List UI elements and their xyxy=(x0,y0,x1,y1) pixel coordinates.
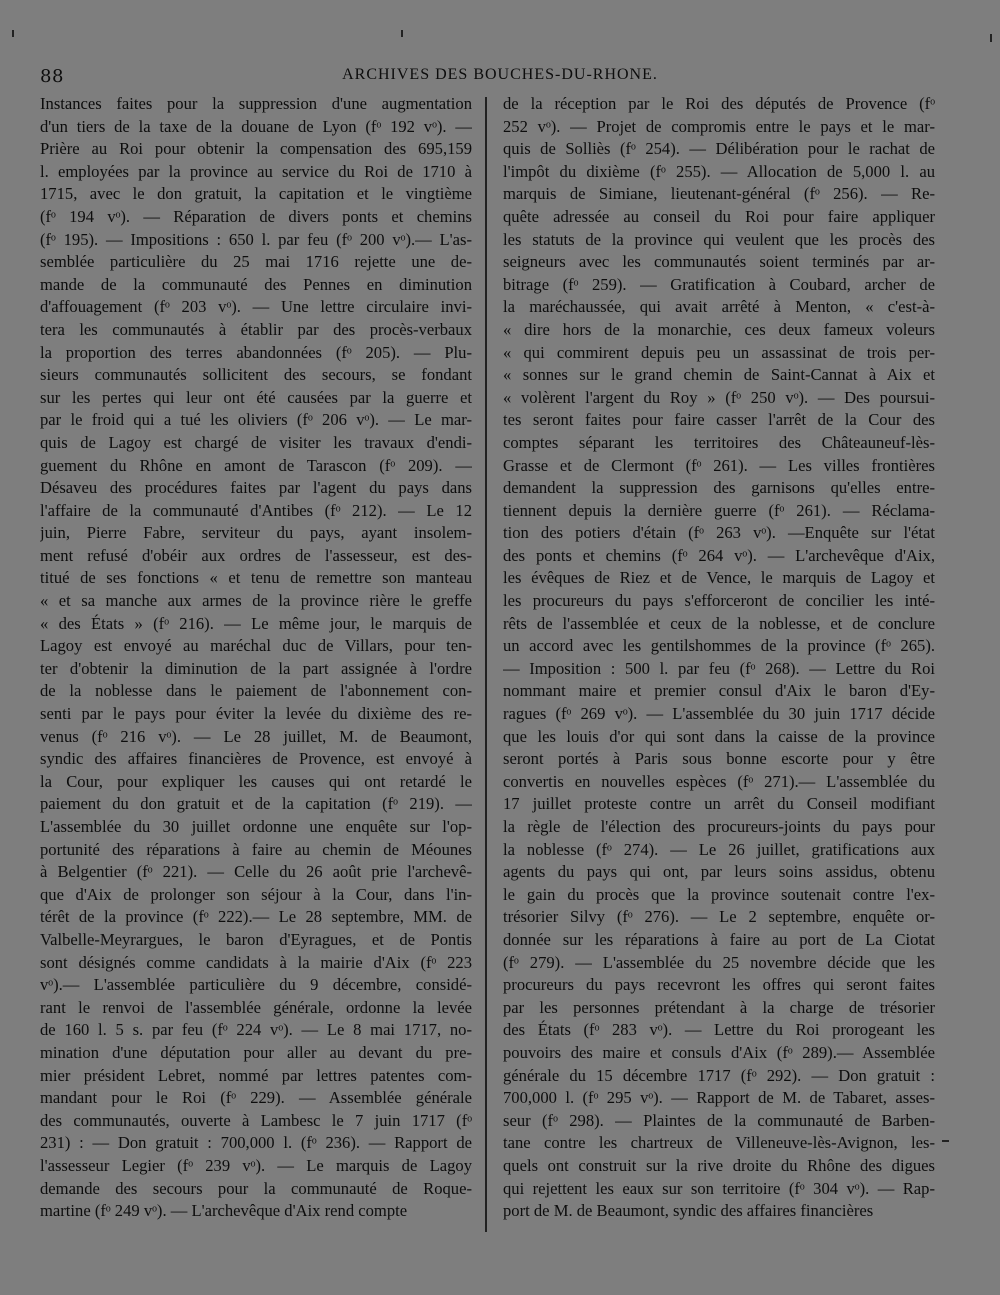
text-line: à Belgentier (fᵒ 221). — Celle du 26 août prie l'archevê- xyxy=(40,862,472,882)
right-text-column xyxy=(503,93,935,1223)
text-line: de la réception par le Roi des députés de Provence (fᵒ xyxy=(503,94,935,113)
text-line: par les personnes prétendant à la charge de trésorier xyxy=(503,997,935,1017)
text-line: la noblesse (fᵒ 274). — Le 26 juillet, gratifications aux xyxy=(503,839,935,859)
text-line: 252 vᵒ). — Projet de compromis entre le pays et le mar- xyxy=(503,116,935,136)
text-line: marquis de Simiane, lieutenant-général (fᵒ 256). — Re- xyxy=(503,184,935,204)
text-line: demande des secours pour la communauté de Roque- xyxy=(40,1178,472,1198)
text-line: mandant pour le Roi (fᵒ 229). — Assemblée générale xyxy=(40,1088,472,1108)
text-line: titué de ses fonctions « et tenu de remettre son manteau xyxy=(40,568,472,588)
margin-mark xyxy=(942,1140,949,1142)
text-line: agents du pays qui ont, par leurs soins assidus, obtenu xyxy=(503,862,935,882)
text-line: Prière au Roi pour obtenir la compensation des 695,159 xyxy=(40,139,472,159)
text-line: la proportion des terres abandonnées (fᵒ 205). — Plu- xyxy=(40,342,472,362)
text-line: bitrage (fᵒ 259). — Gratification à Coubard, archer de xyxy=(503,274,935,294)
text-line: tes seront faites pour faire casser l'arrêt de la Cour des xyxy=(503,410,935,430)
text-line: rant le renvoi de l'assemblée générale, ordonne la levée xyxy=(40,997,472,1017)
text-line: l'impôt du dixième (fᵒ 255). — Allocation de 5,000 l. au xyxy=(503,161,935,181)
text-line: la Cour, pour expliquer les causes qui ont retardé le xyxy=(40,771,472,791)
text-line: seigneurs avec les communautés soient terminés par ar- xyxy=(503,252,935,272)
text-line: des ponts et chemins (fᵒ 264 vᵒ). — L'archevêque d'Aix, xyxy=(503,545,935,565)
text-line: Désaveu des procédures faites par l'agent du pays dans xyxy=(40,478,472,498)
text-line: comptes séparant les territoires des Châteauneuf-lès- xyxy=(503,432,935,452)
text-line: quis de Lagoy est chargé de visiter les travaux d'endi- xyxy=(40,432,472,452)
text-line: quête adressée au conseil du Roi pour faire appliquer xyxy=(503,206,935,226)
text-line: l. employées par la province au service du Roi de 1710 à xyxy=(40,161,472,181)
text-line: mande de la communauté des Pennes en diminution xyxy=(40,274,472,294)
text-line: que les louis d'or qui sont dans la caisse de la province xyxy=(503,726,935,746)
text-line: de 160 l. 5 s. par feu (fᵒ 224 vᵒ). — Le 8 mai 1717, no- xyxy=(40,1020,472,1040)
text-line: ragues (fᵒ 269 vᵒ). — L'assemblée du 30 juin 1717 décide xyxy=(503,704,935,724)
text-line: — Imposition : 500 l. par feu (fᵒ 268). — Lettre du Roi xyxy=(503,658,935,678)
margin-mark xyxy=(12,30,14,37)
text-line: pouvoirs des maire et consuls d'Aix (fᵒ 289).— Assemblée xyxy=(503,1042,935,1062)
text-line: seur (fᵒ 298). — Plaintes de la communauté de Barben- xyxy=(503,1110,935,1130)
text-line: martine (fᵒ 249 vᵒ). — L'archevêque d'Aix rend compte xyxy=(40,1201,408,1221)
text-line: 17 juillet proteste contre un arrêt du Conseil modifiant xyxy=(503,794,935,814)
text-line: le gain du procès que la province soutenait contre l'ex- xyxy=(503,884,935,904)
text-line: guement du Rhône en amont de Tarascon (fᵒ 209). — xyxy=(40,455,472,475)
text-line: tiennent depuis la dernière guerre (fᵒ 261). — Réclama- xyxy=(503,500,935,520)
text-line: les procureurs du pays s'efforceront de concilier les inté- xyxy=(503,591,935,611)
text-line: 1715, avec le don gratuit, la capitation et le vingtième xyxy=(40,184,472,204)
text-line: que d'Aix de prolonger son séjour à la Cour, dans l'in- xyxy=(40,884,472,904)
text-line: sont désignés comme candidats à la mairie d'Aix (fᵒ 223 xyxy=(40,952,472,972)
text-line: donnée sur les réparations à faire au port de La Ciotat xyxy=(503,929,935,949)
text-line: semblée particulière du 25 mai 1716 rejette une de- xyxy=(40,252,472,272)
text-line: de la noblesse dans le paiement de l'abonnement con- xyxy=(40,681,472,701)
text-line: port de M. de Beaumont, syndic des affaires financières xyxy=(503,1201,874,1221)
text-line: d'affouagement (fᵒ 203 vᵒ). — Une lettre circulaire invi- xyxy=(40,297,472,317)
text-line: juin, Pierre Fabre, serviteur du pays, ayant insolem- xyxy=(40,523,472,543)
text-line: mier président Lebret, nommé par lettres patentes com- xyxy=(40,1065,472,1085)
text-line: « dire hors de la monarchie, ces deux fameux voleurs xyxy=(503,319,935,339)
text-line: générale du 15 décembre 1717 (fᵒ 292). — Don gratuit : xyxy=(503,1065,935,1085)
text-line: rêts de l'assemblée et ceux de la noblesse, et de conclure xyxy=(503,613,935,633)
text-line: venus (fᵒ 216 vᵒ). — Le 28 juillet, M. de Beaumont, xyxy=(40,726,472,746)
text-line: les statuts de la province qui veulent que les procès des xyxy=(503,229,935,249)
text-line: ter d'obtenir la diminution de la part assignée à l'ordre xyxy=(40,658,472,678)
text-line: l'affaire de la communauté d'Antibes (fᵒ 212). — Le 12 xyxy=(40,500,472,520)
text-line: 700,000 l. (fᵒ 295 vᵒ). — Rapport de M. de Tabaret, asses- xyxy=(503,1088,935,1108)
running-title: ARCHIVES DES BOUCHES-DU-RHONE. xyxy=(342,66,658,83)
text-line: par le froid qui a tué les oliviers (fᵒ 206 vᵒ). — Le mar- xyxy=(40,410,472,430)
text-line: demandent la suppression des garnisons qu'elles entre- xyxy=(503,478,935,498)
text-line: Valbelle-Meyrargues, le baron d'Eyragues, et de Pontis xyxy=(40,929,472,949)
text-line: paiement du don gratuit et de la capitation (fᵒ 219). — xyxy=(40,794,472,814)
margin-mark xyxy=(401,30,403,37)
text-line: tion des potiers d'étain (fᵒ 263 vᵒ). —Enquête sur l'état xyxy=(503,523,935,543)
text-line: térêt de la province (fᵒ 222).— Le 28 septembre, MM. de xyxy=(40,907,472,927)
text-line: L'assemblée du 30 juillet ordonne une enquête sur l'op- xyxy=(40,817,472,836)
text-line: « des États » (fᵒ 216). — Le même jour, le marquis de xyxy=(40,613,472,633)
text-line: quels ont construit sur la rive droite du Rhône des digues xyxy=(503,1155,935,1175)
text-line: sur les pertes qui leur ont été causées par la guerre et xyxy=(40,387,472,407)
text-line: 231) : — Don gratuit : 700,000 l. (fᵒ 236). — Rapport de xyxy=(40,1133,472,1153)
text-line: la règle de l'élection des procureurs-joints du pays pour xyxy=(503,817,935,836)
left-text-column xyxy=(40,93,472,1223)
text-line: l'assesseur Legier (fᵒ 239 vᵒ). — Le marquis de Lagoy xyxy=(40,1155,472,1175)
text-line: un accord avec les gentilshommes de la province (fᵒ 265). xyxy=(503,636,935,656)
text-line: « qui commirent depuis peu un assassinat de trois per- xyxy=(503,342,935,362)
text-line: (fᵒ 279). — L'assemblée du 25 novembre décide que les xyxy=(503,952,935,972)
text-line: senti par le pays pour éviter la levée du dixième des re- xyxy=(40,704,472,724)
text-line: procureurs du pays recevront les offres qui seront faites xyxy=(503,975,935,995)
text-line: la maréchaussée, qui avait arrêté à Menton, « c'est-à- xyxy=(503,297,935,317)
text-line: qui rejettent les eaux sur son territoire (fᵒ 304 vᵒ). — Rap- xyxy=(503,1178,935,1198)
text-line: quis de Solliès (fᵒ 254). — Délibération pour le rachat de xyxy=(503,139,935,159)
text-line: ment refusé d'obéir aux ordres de l'assesseur, est des- xyxy=(40,545,472,565)
text-line: (fᵒ 194 vᵒ). — Réparation de divers ponts et chemins xyxy=(40,206,472,226)
text-line: (fᵒ 195). — Impositions : 650 l. par feu (fᵒ 200 vᵒ).— L'as- xyxy=(40,229,472,249)
text-line: tera les communautés à établir par des procès-verbaux xyxy=(40,319,472,339)
text-line: « volèrent l'argent du Roy » (fᵒ 250 vᵒ). — Des poursui- xyxy=(503,387,935,407)
text-line: syndic des affaires financières de Provence, est envoyé à xyxy=(40,749,472,769)
text-line: « et sa manche aux armes de la province rière le greffe xyxy=(40,591,472,611)
text-line: les évêques de Riez et de Vence, le marquis de Lagoy et xyxy=(503,568,935,588)
text-line: Instances faites pour la suppression d'une augmentation xyxy=(40,94,472,113)
text-line: « sonnes sur le grand chemin de Saint-Cannat à Aix et xyxy=(503,365,935,385)
text-line: nommant maire et premier consul d'Aix le baron d'Ey- xyxy=(503,681,935,701)
text-line: tane contre les chartreux de Villeneuve-lès-Avignon, les- xyxy=(503,1133,935,1153)
column-rule xyxy=(485,97,487,1232)
text-line: mination d'une députation pour aller au devant du pre- xyxy=(40,1042,472,1062)
page-number: 88 xyxy=(40,66,64,87)
text-line: sieurs communautés sollicitent des secours, se fondant xyxy=(40,365,472,385)
text-line: portunité des réparations à faire au chemin de Méounes xyxy=(40,839,472,859)
text-line: d'un tiers de la taxe de la douane de Lyon (fᵒ 192 vᵒ). — xyxy=(40,116,472,136)
text-line: vᵒ).— L'assemblée particulière du 9 décembre, considé- xyxy=(40,975,472,995)
text-line: Grasse et de Clermont (fᵒ 261). — Les villes frontières xyxy=(503,455,935,475)
text-line: convertis en nouvelles espèces (fᵒ 271).— L'assemblée du xyxy=(503,771,935,791)
margin-mark xyxy=(990,34,992,42)
text-line: Lagoy est envoyé au maréchal duc de Villars, pour ten- xyxy=(40,636,472,656)
text-line: trésorier Silvy (fᵒ 276). — Le 2 septembre, enquête or- xyxy=(503,907,935,927)
text-line: seront portés à Paris sous bonne escorte pour y être xyxy=(503,749,935,769)
text-line: des États (fᵒ 283 vᵒ). — Lettre du Roi prorogeant les xyxy=(503,1020,935,1040)
text-line: des communautés, ouverte à Lambesc le 7 juin 1717 (fᵒ xyxy=(40,1110,472,1130)
